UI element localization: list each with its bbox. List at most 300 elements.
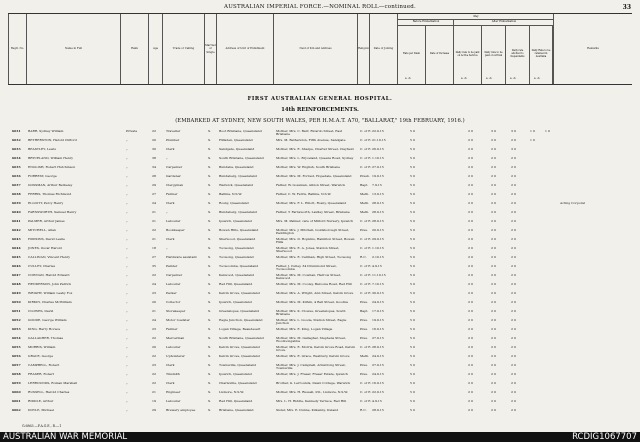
enlistment-address: Bowen Hills, Queensland — [219, 228, 259, 232]
enlistment-address: Kelvin Grove, Queensland — [219, 291, 260, 295]
date-of-joining: 1.10.15 — [372, 156, 384, 160]
marital-status: S. — [208, 318, 211, 322]
marital-status: S. — [208, 336, 211, 340]
marital-status: S. — [208, 237, 211, 241]
regt-number: 6049 — [12, 291, 21, 295]
age: 21 — [152, 210, 156, 214]
after-embarkation-label: After Embarkation — [453, 19, 554, 26]
pay-value: 2 0 — [491, 408, 496, 412]
religion: C. of E. — [360, 399, 372, 403]
next-of-kin: Mother, Mrs. A. Wright, Ann Street, Kelvin Grove — [276, 291, 354, 295]
religion: C. of E. — [360, 165, 372, 169]
pay-value: 2 0 — [511, 174, 516, 178]
marital-status: S. — [208, 183, 211, 187]
table-row — [8, 301, 632, 309]
pay-value: 2 0 — [491, 282, 496, 286]
regt-number: 6039 — [12, 201, 21, 205]
date-of-joining: 16.9.15 — [372, 381, 384, 385]
table-row — [8, 166, 632, 174]
enlistment-address: Lismore, N.S.W. — [219, 390, 244, 394]
enlistment-address: Toowong, Queensland — [219, 246, 254, 250]
age: 21 — [152, 219, 156, 223]
pay-value: 2 0 — [468, 255, 473, 259]
next-of-kin: Mother, Mrs. W. English, South Brisbane — [276, 165, 340, 169]
pay-value: 2 0 — [511, 336, 516, 340]
col-trade: Trade or Calling — [162, 14, 204, 84]
date-of-joining: 24.9.15 — [372, 300, 384, 304]
age: 21 — [152, 237, 156, 241]
next-of-kin: Father, J. Culley, 34 Drummond Street, Toowoomba — [276, 264, 337, 272]
unit-mark: s. d. — [405, 76, 412, 80]
pay-value: 5 0 — [410, 390, 415, 394]
before-embarkation-label: Before Embarkation — [397, 19, 454, 26]
soldier-name: MITCHELL, Allan — [28, 228, 56, 232]
pay-value: 2 0 — [491, 318, 496, 322]
religion: Pres. — [360, 327, 368, 331]
date-of-joining: 28.9.15 — [372, 210, 384, 214]
age: 20 — [152, 138, 156, 142]
trade: Collector — [166, 300, 181, 304]
marital-status: S. — [208, 129, 211, 133]
pay-value: 2 0 — [511, 282, 516, 286]
trade: Storekeeper — [166, 309, 186, 313]
marital-status: S. — [208, 228, 211, 232]
age: 20 — [152, 300, 156, 304]
pay-value: 5 0 — [410, 318, 415, 322]
regt-number: 6038 — [12, 192, 21, 196]
date-of-joining: 21.10.15 — [372, 138, 386, 142]
pay-value: 2 0 — [468, 138, 473, 142]
pay-value: 5 0 — [410, 147, 415, 151]
regt-number: 6061 — [12, 399, 21, 403]
rank: „ — [126, 264, 128, 268]
rank: „ — [126, 183, 128, 187]
soldier-name: BARR, Sydney William — [28, 129, 64, 133]
religion: C. of E. — [360, 264, 372, 268]
marital-status: S. — [208, 309, 211, 313]
pay-value: 2 0 — [491, 156, 496, 160]
date-of-joining: 22.9.15 — [372, 390, 384, 394]
table-row — [8, 157, 632, 165]
trade: Gardener — [166, 174, 181, 178]
date-of-joining: 30.9.15 — [372, 291, 384, 295]
religion: C. of E. — [360, 345, 372, 349]
date-of-joining: 28.9.15 — [372, 408, 384, 412]
enlistment-address: Ipswich, Queensland — [219, 372, 252, 376]
date-of-joining: 24.9.15 — [372, 372, 384, 376]
pay-value: 2 0 — [511, 228, 516, 232]
pay-value: 2 0 — [491, 354, 496, 358]
rank: „ — [126, 372, 128, 376]
pay-value: 5 0 — [410, 291, 415, 295]
col-date-joining: Date of Joining — [369, 14, 397, 84]
table-row — [8, 292, 632, 300]
pay-value: 2 0 — [468, 291, 473, 295]
pay-group-label: Pay — [397, 14, 554, 20]
religion: Meth. — [360, 210, 370, 214]
pay-value: 2 0 — [468, 282, 473, 286]
enlistment-address: Toowoomba, Queensland — [219, 264, 259, 268]
soldier-name: PALMER, Arthur James — [28, 219, 65, 223]
regt-number: 6062 — [12, 408, 21, 412]
regt-number: 6045 — [12, 255, 21, 259]
pay-value: 2 0 — [468, 210, 473, 214]
pay-value: 2 0 — [511, 165, 516, 169]
religion: Bapt. — [360, 309, 369, 313]
marital-status: S. — [208, 399, 211, 403]
table-row — [8, 391, 632, 399]
next-of-kin: Mother, Mrs. J. Mitchell, Goldsborough Street, Paddington — [276, 228, 350, 236]
next-of-kin: Mother, Mrs. F. L. Elliott, Rosny, Queensland — [276, 201, 347, 205]
enlistment-address: Bundaberg, Queensland — [219, 174, 257, 178]
regt-number: 6058 — [12, 372, 21, 376]
religion: Meth. — [360, 201, 370, 205]
marital-status: S. — [208, 327, 211, 331]
soldier-name: CLOWES, David — [28, 309, 54, 313]
next-of-kin: Mother, Mrs. E. Callinan, High Street, Toowong — [276, 255, 351, 259]
date-of-joining: 1.10.15 — [372, 246, 384, 250]
pay-value: 5 0 — [410, 165, 415, 169]
age: 23 — [152, 327, 156, 331]
date-of-joining: 27.9.15 — [372, 363, 384, 367]
pay-value: 2 0 — [491, 138, 496, 142]
enlistment-address: Ipswich, Queensland — [219, 219, 252, 223]
pay-value: 2 0 — [511, 363, 516, 367]
rank: „ — [126, 327, 128, 331]
pay-value: 2 0 — [491, 255, 496, 259]
pay-value: 2 0 — [468, 336, 473, 340]
pay-value: 5 0 — [410, 327, 415, 331]
pay-value: 2 0 — [511, 327, 516, 331]
regt-number: 6041 — [12, 219, 21, 223]
trade: „ — [166, 210, 168, 214]
pay-value: 2 0 — [491, 210, 496, 214]
enlistment-address: Charleville, Queensland — [219, 381, 257, 385]
pay-value: 5 0 — [410, 282, 415, 286]
rank: „ — [126, 345, 128, 349]
trade: Carpenter — [166, 165, 183, 169]
next-of-kin: Mother, Mrs. K. Clowes, Greenslopes, South Brisbane — [276, 309, 346, 317]
soldier-name: CALLINAN, Vincent Henry — [28, 255, 71, 259]
age: 22 — [152, 372, 156, 376]
pay-value: 2 0 — [468, 390, 473, 394]
col-rank: Rank — [120, 14, 148, 84]
rank: „ — [126, 273, 128, 277]
religion: R.C. — [360, 408, 367, 412]
marital-status: S. — [208, 156, 211, 160]
regt-number: 6034 — [12, 156, 21, 160]
pay-value: 5 0 — [410, 129, 415, 133]
unit-mark: s. d. — [510, 76, 517, 80]
soldier-name: KIRKIN, Charles McWilliam — [28, 300, 72, 304]
pay-value: 2 0 — [511, 273, 516, 277]
next-of-kin: Mother, Mrs. H. Russell, P.O., Lismore, N.S.W. — [276, 390, 348, 394]
rank: „ — [126, 282, 128, 286]
regt-number: 6050 — [12, 300, 21, 304]
soldier-name: MORRIS, William — [28, 345, 56, 349]
soldier-name: RUSSELL, Harold Charles — [28, 390, 70, 394]
table-row — [8, 409, 632, 417]
next-of-kin: Mrs. M. Betherston, Fifth Avenue, Sandgate — [276, 138, 346, 142]
next-of-kin: Mrs. M. Palmer, care of Milford Nursery, Ipswich — [276, 219, 353, 223]
religion: C. of E. — [360, 390, 372, 394]
soldier-name: BETHERSTON, Harold Clifford — [28, 138, 77, 142]
marital-status: S. — [208, 210, 211, 214]
table-row — [8, 346, 632, 354]
soldier-name: CAMPBELL, Robert — [28, 363, 60, 367]
trade: Labourer — [166, 345, 181, 349]
enlistment-address: Logan Village, Beaudesert — [219, 327, 261, 331]
religion: C. of E. — [360, 147, 372, 151]
pay-value: 2 0 — [511, 408, 516, 412]
age: 27 — [152, 192, 156, 196]
marital-status: S. — [208, 138, 211, 142]
trade: Hardware assistant — [166, 255, 197, 259]
col-rate-retained: Daily Rate to be retained in Australia — [529, 25, 553, 84]
print-code: G.6863.—F.A.G.E., R.—1 — [22, 424, 62, 428]
pay-value: 3 0 — [511, 129, 516, 133]
age: 22 — [152, 273, 156, 277]
col-regt-no: Regtl. No. — [8, 14, 26, 84]
pay-value: 2 0 — [468, 327, 473, 331]
rank: „ — [126, 336, 128, 340]
regt-number: 6044 — [12, 246, 21, 250]
marital-status: S. — [208, 246, 211, 250]
age: 22 — [152, 354, 156, 358]
pay-value: 5 0 — [410, 156, 415, 160]
pay-value: 2 0 — [511, 390, 516, 394]
age: 18 — [152, 246, 156, 250]
table-row — [8, 148, 632, 156]
trade: Tinsmith — [166, 372, 180, 376]
regt-number: 6040 — [12, 210, 21, 214]
trade: Upholsterer — [166, 354, 185, 358]
soldier-name: FORREST, George — [28, 174, 57, 178]
pay-value: 2 0 — [491, 336, 496, 340]
enlistment-address: Greenslopes, Queensland — [219, 309, 259, 313]
regt-number: 6032 — [12, 138, 21, 142]
pay-value: 5 0 — [410, 228, 415, 232]
enlistment-address: Sandgate, Queensland — [219, 147, 255, 151]
unit-mark: s. d. — [461, 76, 468, 80]
age: 22 — [152, 228, 156, 232]
regt-number: 6036 — [12, 174, 21, 178]
marital-status: S. — [208, 381, 211, 385]
next-of-kin: Mother, Mrs. M. Cownan, Harrow Street, Kenwood — [276, 273, 341, 281]
pay-value: 5 0 — [410, 183, 415, 187]
religion: C. of E. — [360, 219, 372, 223]
pay-value: 2 0 — [491, 246, 496, 250]
religion: Pres. — [360, 336, 368, 340]
date-of-joining: 19.9.15 — [372, 318, 384, 322]
regt-number: 6037 — [12, 183, 21, 187]
regt-number: 6053 — [12, 327, 21, 331]
pay-value: 2 0 — [491, 327, 496, 331]
pay-value: 2 0 — [511, 381, 516, 385]
rank: „ — [126, 408, 128, 412]
pay-value: 5 0 — [410, 399, 415, 403]
enlistment-address: Bundaba, Queensland — [219, 165, 254, 169]
col-religion: Religion — [357, 14, 369, 84]
enlistment-address: Ballina, N.S.W. — [219, 192, 242, 196]
pay-value: 5 0 — [410, 210, 415, 214]
enlistment-address: Kenwood, Queensland — [219, 273, 254, 277]
trade: Brewery employee — [166, 408, 196, 412]
pay-value: 5 0 — [410, 138, 415, 142]
date-of-joining: 2.10.15 — [372, 255, 384, 259]
pay-value: 2 0 — [511, 318, 516, 322]
pay-value: 2 0 — [491, 372, 496, 376]
religion: C. of E. — [360, 129, 372, 133]
next-of-kin: Mrs. L. H. Riddle, Kennedy Terrace, Red Hill — [276, 399, 347, 403]
trade: Clerk — [166, 381, 175, 385]
col-age: Age — [148, 14, 162, 84]
marital-status: S. — [208, 192, 211, 196]
table-row — [8, 355, 632, 363]
trade: Carpenter — [166, 273, 183, 277]
pay-value: 2 0 — [511, 183, 516, 187]
pay-value: 2 0 — [468, 237, 473, 241]
pay-value: 2 0 — [491, 291, 496, 295]
table-row — [8, 256, 632, 264]
pay-value: 2 0 — [511, 345, 516, 349]
date-of-joining: 20.9.15 — [372, 228, 384, 232]
unit-mark: s. d. — [486, 76, 493, 80]
pay-value: 5 0 — [410, 219, 415, 223]
pay-value: 2 0 — [468, 372, 473, 376]
marital-status: S. — [208, 390, 211, 394]
pay-value: 5 0 — [410, 363, 415, 367]
religion: Pres. — [360, 363, 368, 367]
date-of-joining: 17.9.15 — [372, 309, 384, 313]
soldier-name: CULLEY, Charles — [28, 264, 56, 268]
soldier-name: LERROUNDS, Roman Marshall — [28, 381, 78, 385]
pay-value: 2 0 — [468, 318, 473, 322]
soldier-name: GALLAGHER, Thomas — [28, 336, 64, 340]
pay-value: 5 0 — [410, 372, 415, 376]
soldier-name: GRACE, George — [28, 354, 54, 358]
age: 21 — [152, 390, 156, 394]
religion: Presb. — [360, 174, 370, 178]
regt-number: 6043 — [12, 237, 21, 241]
rank: „ — [126, 174, 128, 178]
pay-value: 5 0 — [410, 336, 415, 340]
column-header — [8, 13, 632, 85]
date-of-joining: 11.10.15 — [372, 273, 386, 277]
enlistment-address: South Brisbane, Queensland — [219, 156, 264, 160]
next-of-kin: Mother, Mrs. E. A. Jones, Station Street, Sherwood — [276, 246, 340, 254]
religion: C. of E. — [360, 138, 372, 142]
rank: „ — [126, 309, 128, 313]
enlistment-address: South Brisbane, Queensland — [219, 336, 264, 340]
marital-status: S. — [208, 219, 211, 223]
unit-mark: s. d. — [534, 76, 541, 80]
table-row — [8, 139, 632, 147]
pay-value: 5 0 — [410, 237, 415, 241]
archive-caption: AUSTRALIAN WAR MEMORIAL — [3, 432, 128, 442]
rank: „ — [126, 219, 128, 223]
rank: „ — [126, 165, 128, 169]
rank: „ — [126, 138, 128, 142]
rank: „ — [126, 255, 128, 259]
pay-value: 2 0 — [491, 264, 496, 268]
pay-value: 2 0 — [491, 219, 496, 223]
marital-status: S. — [208, 264, 211, 268]
col-rate-arrival: Daily rate to be paid on Arrival — [481, 25, 505, 84]
pay-value: 2 0 — [511, 264, 516, 268]
table-row — [8, 202, 632, 210]
trade: Clerk — [166, 201, 175, 205]
age: 24 — [152, 282, 156, 286]
soldier-name: WRIGHT, William Leahy Fox — [28, 291, 73, 295]
marital-status: S. — [208, 147, 211, 151]
table-row — [8, 274, 632, 282]
next-of-kin: Brother, G. Lerrounds, Dawn Cottage, Warwick — [276, 381, 351, 385]
date-of-joining: 22.9.15 — [372, 129, 384, 133]
pay-value: 2 0 — [491, 237, 496, 241]
table-row — [8, 328, 632, 336]
date-of-joining: 16.9.15 — [372, 327, 384, 331]
table-row — [8, 382, 632, 390]
soldier-name: FRASER, Robert — [28, 372, 55, 376]
regt-number: 6046 — [12, 264, 21, 268]
soldier-name: COWNAN, Harold Edward — [28, 273, 70, 277]
table-row — [8, 238, 632, 246]
pay-value: 5 0 — [410, 300, 415, 304]
regt-number: 6060 — [12, 390, 21, 394]
regt-number: 6033 — [12, 147, 21, 151]
regt-number: 6047 — [12, 273, 21, 277]
pay-value: 5 0 — [410, 246, 415, 250]
pay-value: 5 0 — [410, 192, 415, 196]
pay-value: 5 0 — [410, 345, 415, 349]
age: 23 — [152, 363, 156, 367]
trade: Painter — [166, 264, 178, 268]
pay-value: 5 0 — [410, 273, 415, 277]
soldier-name: GOSSMAN, Arthur Berkeley — [28, 183, 73, 187]
religion: Pres. — [360, 372, 368, 376]
rank: „ — [126, 246, 128, 250]
next-of-kin: Mother, Mrs. M. Cooley, Baroona Road, Red Hill — [276, 282, 352, 286]
soldier-name: HENDERSON, John Patrick — [28, 282, 72, 286]
pay-value: 2 0 — [468, 345, 473, 349]
rank: „ — [126, 390, 128, 394]
religion: C. of E. — [360, 291, 372, 295]
next-of-kin: Mother, Mrs. M. Gallagher, Stephens Street, Woolloongabba — [276, 336, 346, 344]
date-of-joining: 19.9.15 — [372, 174, 384, 178]
soldier-name: DOYLE, Michael — [28, 408, 54, 412]
marital-status: S. — [208, 273, 211, 277]
page-number: 33 — [622, 4, 631, 11]
age: 22 — [152, 129, 156, 133]
pay-value: 2 0 — [511, 399, 516, 403]
religion: Pres. — [360, 318, 368, 322]
rank: „ — [126, 147, 128, 151]
age: 35 — [152, 264, 156, 268]
next-of-kin: Mother, Mrs. L. Bryceland, Queens Road, Sydney — [276, 156, 354, 160]
table-row — [8, 247, 632, 255]
soldier-name: HOPKINS, David Leslie — [28, 237, 65, 241]
pay-value: 2 0 — [468, 381, 473, 385]
table-row — [8, 283, 632, 291]
pay-value: 2 0 — [468, 354, 473, 358]
age: 21 — [152, 309, 156, 313]
trade: Mercerman — [166, 336, 185, 340]
next-of-kin: Mother, Mrs. M. Forrest, Hopedale, Queensland — [276, 174, 352, 178]
rank: „ — [126, 363, 128, 367]
pay-value: 2 0 — [468, 300, 473, 304]
pay-value: 2 0 — [468, 228, 473, 232]
